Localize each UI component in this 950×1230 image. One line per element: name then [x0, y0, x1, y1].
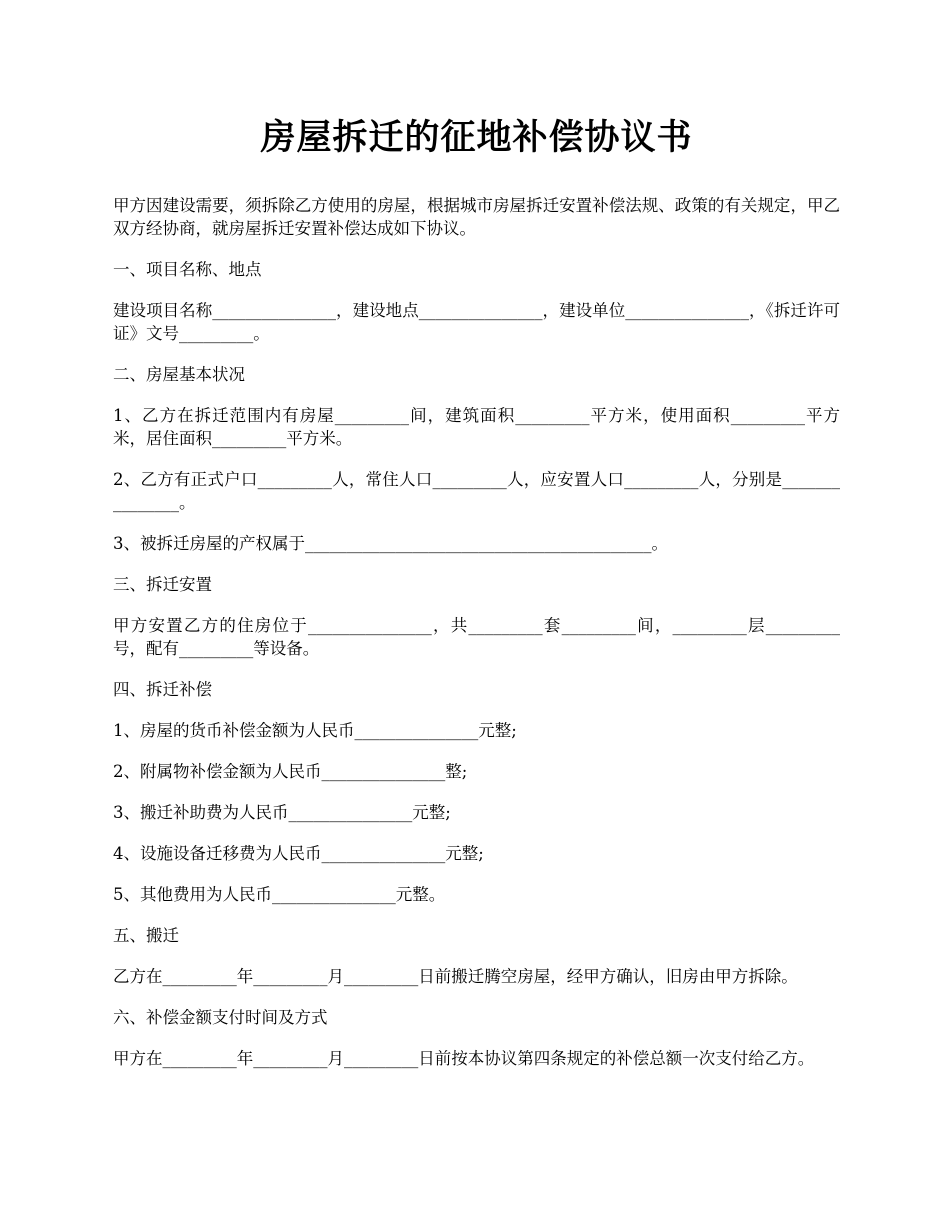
- section-paragraph: 1、房屋的货币补偿金额为人民币_______________元整;: [113, 721, 517, 740]
- document-title: 房屋拆迁的征地补偿协议书: [260, 117, 693, 158]
- section-paragraph: 2、附属物补偿金额为人民币_______________整;: [113, 762, 468, 781]
- section-heading: 六、补偿金额支付时间及方式: [113, 1008, 328, 1027]
- section-heading: 一、项目名称、地点: [113, 260, 262, 279]
- section-heading: 三、拆迁安置: [113, 575, 212, 594]
- section-paragraph: 乙方在_________年_________月_________日前搬迁腾空房屋，经甲方确认，旧房由甲方拆除。: [113, 967, 798, 986]
- section-moving: [113, 924, 840, 988]
- section-project: [113, 258, 840, 345]
- intro-paragraph: 甲方因建设需要，须拆除乙方使用的房屋，根据城市房屋拆迁安置补偿法规、政策的有关规定，甲乙双方经协商，就房屋拆迁安置补偿达成如下协议。: [113, 196, 840, 238]
- section-paragraph: 3、被拆迁房屋的产权属于__________________________________________。: [113, 534, 668, 553]
- section-paragraph: 1、乙方在拆迁范围内有房屋_________间，建筑面积_________平方米，使用面积_________平方米，居住面积_________平方米。: [113, 406, 840, 448]
- section-heading: 二、房屋基本状况: [113, 365, 245, 384]
- section-paragraph: 甲方在_________年_________月_________日前按本协议第四条规定的补偿总额一次支付给乙方。: [113, 1049, 815, 1068]
- section-payment: [113, 1006, 840, 1070]
- section-paragraph: 2、乙方有正式户口_________人，常住人口_________人，应安置人口_________人，分别是_______________。: [113, 470, 840, 512]
- section-house-status: [113, 363, 840, 555]
- section-paragraph: 4、设施设备迁移费为人民币_______________元整;: [113, 844, 484, 863]
- section-paragraph: 建设项目名称_______________，建设地点_______________，建设单位_______________，《拆迁许可证》文号_________。: [113, 301, 840, 343]
- document-page: [113, 112, 840, 1088]
- section-paragraph: 3、搬迁补助费为人民币_______________元整;: [113, 803, 451, 822]
- section-heading: 五、搬迁: [113, 926, 179, 945]
- section-heading: 四、拆迁补偿: [113, 680, 212, 699]
- section-paragraph: 甲方安置乙方的住房位于_______________，共_________套_________间，_________层_________号，配有_________等设备。: [113, 616, 840, 658]
- section-resettlement: [113, 573, 840, 660]
- section-paragraph: 5、其他费用为人民币_______________元整。: [113, 885, 446, 904]
- section-compensation: [113, 678, 840, 906]
